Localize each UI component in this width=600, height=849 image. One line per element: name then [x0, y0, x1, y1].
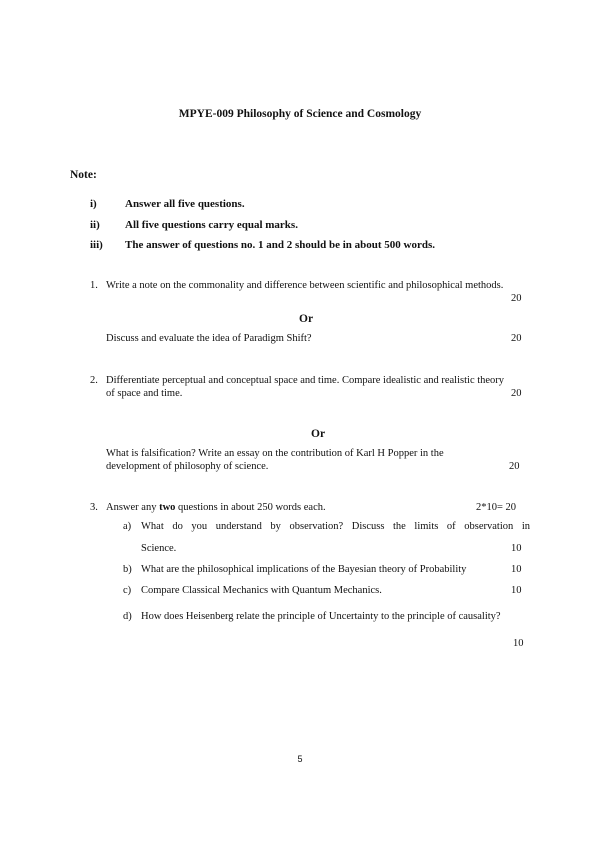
subquestion-label: d) [123, 611, 132, 622]
subquestion-marks: 10 [511, 564, 522, 575]
note-item-text: The answer of questions no. 1 and 2 should be in about 500 words. [125, 239, 436, 251]
question-text: Write a note on the commonality and difference between scientific and philosophical methods. [106, 280, 504, 291]
question-alt-marks: 20 [509, 461, 520, 472]
note-item-number: i) [90, 198, 97, 210]
subquestion-marks: 10 [511, 585, 522, 596]
subquestion-label: c) [123, 585, 132, 596]
question-text-post: questions in about 250 words each. [175, 502, 326, 513]
subquestion-text: Compare Classical Mechanics with Quantum Mechanics. [141, 585, 382, 596]
question-alt-text: development of philosophy of science. [106, 461, 269, 472]
question-marks: 2*10= 20 [476, 502, 517, 513]
note-item-number: ii) [90, 219, 100, 231]
subquestion-text: What do you understand by observation? Discuss the limits of observation in [141, 521, 530, 532]
question-number: 3. [90, 502, 98, 513]
question-text-emphasis: two [159, 502, 176, 513]
or-separator: Or [299, 313, 314, 325]
note-label: Note: [70, 169, 97, 181]
subquestion-label: a) [123, 521, 132, 532]
question-marks: 20 [511, 293, 522, 304]
page-number: 5 [297, 754, 303, 764]
question-number: 1. [90, 280, 98, 291]
subquestion-marks: 10 [511, 543, 522, 554]
question-text-pre: Answer any [106, 502, 160, 513]
subquestion-marks: 10 [513, 638, 524, 649]
question-alt-marks: 20 [511, 333, 522, 344]
question-text [106, 502, 326, 513]
or-separator: Or [311, 428, 326, 440]
question-text: Differentiate perceptual and conceptual space and time. Compare idealistic and realistic theory [106, 375, 505, 386]
note-item-text: Answer all five questions. [125, 198, 245, 210]
subquestion-text: What are the philosophical implications of the Bayesian theory of Probability [141, 564, 467, 575]
note-item-number: iii) [90, 239, 103, 251]
subquestion-text: Science. [141, 543, 177, 554]
question-alt-text: Discuss and evaluate the idea of Paradigm Shift? [106, 333, 312, 344]
question-text: of space and time. [106, 388, 183, 399]
question-marks: 20 [511, 388, 522, 399]
page-title: MPYE-009 Philosophy of Science and Cosmology [178, 108, 422, 120]
note-item-text: All five questions carry equal marks. [125, 219, 298, 231]
question-alt-text: What is falsification? Write an essay on the contribution of Karl H Popper in the [106, 448, 444, 459]
question-number: 2. [90, 375, 98, 386]
subquestion-label: b) [123, 564, 132, 575]
subquestion-text: How does Heisenberg relate the principle of Uncertainty to the principle of causality? [141, 611, 501, 622]
